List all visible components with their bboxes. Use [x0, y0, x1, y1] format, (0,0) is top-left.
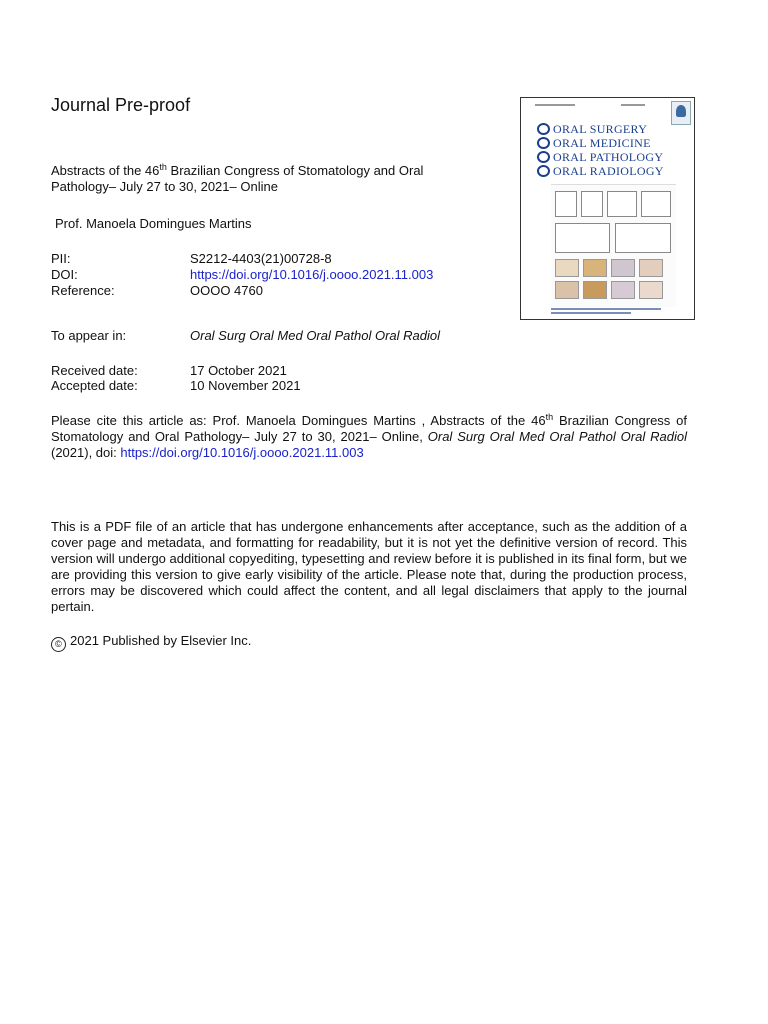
cover-issn-line [535, 104, 575, 106]
title-sup: th [159, 162, 167, 172]
received-row [51, 363, 511, 379]
appear-value: Oral Surg Oral Med Oral Pathol Oral Radiol [190, 328, 440, 343]
article-title [51, 163, 491, 195]
cover-journal-line: ORAL RADIOLOGY [525, 164, 685, 178]
citation-journal: Oral Surg Oral Med Oral Pathol Oral Radiol [427, 429, 687, 444]
title-post: Brazilian Congress of Stomatology and Oral Pathology– July 27 to 30, 2021– Online [51, 163, 424, 194]
disclaimer-paragraph: This is a PDF file of an article that has undergone enhancements after acceptance, such as the addition of a cover page and metadata, and formatting for readability, but it is not yet the definitive version of record. This version will undergo additional copyediting, typesetting and review before it is published in its final form, but we are providing this version to give early visibility of the article. Please note that, during the production process, errors may be discovered which could affect the content, and all legal disclaimers that apply to the journal pertain. [51, 519, 687, 614]
cover-journal-title [525, 122, 685, 178]
appear-label: To appear in: [51, 328, 127, 343]
cover-journal-line: ORAL SURGERY [525, 122, 685, 136]
doi-row [51, 267, 511, 283]
accepted-value: 10 November 2021 [190, 378, 301, 393]
cover-caption [551, 308, 676, 316]
journal-cover-thumbnail [520, 97, 695, 320]
cover-journal-line: ORAL MEDICINE [525, 136, 685, 150]
accepted-label: Accepted date: [51, 378, 138, 393]
cover-figure [551, 184, 676, 307]
copyright-line [51, 633, 251, 652]
citation-suffix: (2021), doi: [51, 445, 121, 460]
pii-row [51, 251, 511, 267]
reference-row [51, 283, 511, 299]
received-label: Received date: [51, 363, 138, 378]
citation-middle: Brazilian Congress of Stomatology and Oral Pathology– July 27 to 30, 2021– Online, [51, 413, 688, 444]
pii-label: PII: [51, 251, 71, 266]
title-pre: Abstracts of the 46 [51, 163, 160, 178]
doi-link[interactable]: https://doi.org/10.1016/j.oooo.2021.11.003 [190, 267, 434, 282]
citation-sup: th [545, 412, 554, 422]
citation-paragraph [51, 413, 687, 461]
cover-issn-line-right [621, 104, 645, 106]
appear-row [51, 328, 511, 344]
doi-label: DOI: [51, 267, 78, 282]
article-author: Prof. Manoela Domingues Martins [55, 216, 252, 231]
pii-value: S2212-4403(21)00728-8 [190, 251, 332, 266]
page-header-title: Journal Pre-proof [51, 95, 191, 115]
received-value: 17 October 2021 [190, 363, 287, 378]
cover-journal-line: ORAL PATHOLOGY [525, 150, 685, 164]
accepted-row [51, 378, 511, 394]
copyright-text: 2021 Published by Elsevier Inc. [70, 633, 252, 648]
citation-prefix: Please cite this article as: Prof. Manoela Domingues Martins , Abstracts of the 46 [51, 413, 546, 428]
citation-doi-link[interactable]: https://doi.org/10.1016/j.oooo.2021.11.003 [120, 445, 364, 460]
reference-value: OOOO 4760 [190, 283, 263, 298]
reference-label: Reference: [51, 283, 115, 298]
copyright-icon: © [51, 637, 66, 652]
